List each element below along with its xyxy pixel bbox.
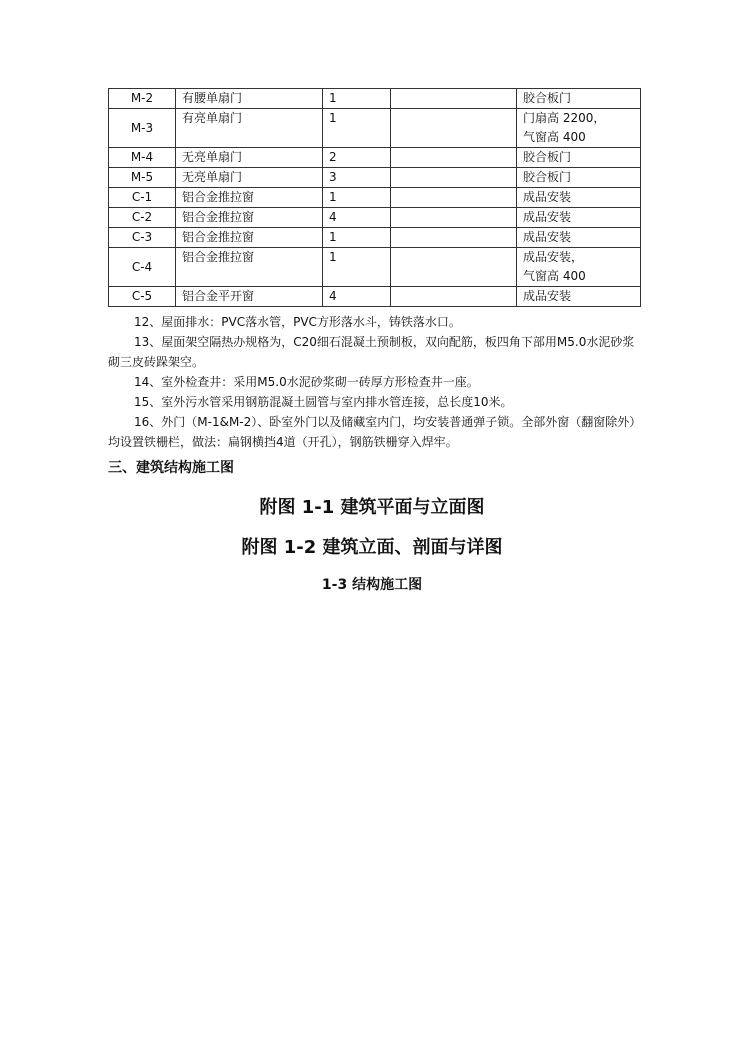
cell-code: M-2 [109, 89, 176, 109]
cell-qty: 4 [323, 208, 391, 228]
table-row [109, 248, 641, 287]
note-line: 成品安装 [523, 210, 572, 224]
cell-note [517, 208, 641, 228]
figure-title-1-1: 附图 1-1 建筑平面与立面图 [259, 497, 485, 518]
note-line: 胶合板门 [523, 91, 572, 105]
note-line: 气窗高 400 [523, 269, 586, 283]
cell-qty: 1 [323, 89, 391, 109]
cell-code: M-3 [109, 109, 176, 148]
cell-code: M-4 [109, 148, 176, 168]
cell-code: C-4 [109, 248, 176, 287]
cell-note [517, 89, 641, 109]
cell-name: 铝合金平开窗 [176, 287, 323, 307]
note-line: 门扇高 2200， [523, 111, 606, 125]
cell-qty: 3 [323, 168, 391, 188]
note-line: 成品安装 [523, 230, 572, 244]
paragraph-14: 14、室外检查井：采用M5.0水泥砂浆砌一砖厚方形检查井一座。 [134, 375, 479, 389]
note-line: 成品安装 [523, 190, 572, 204]
table-row [109, 208, 641, 228]
cell-qty: 1 [323, 228, 391, 248]
note-line: 胶合板门 [523, 150, 572, 164]
cell-name: 铝合金推拉窗 [176, 208, 323, 228]
figure-title-1-3: 1-3 结构施工图 [321, 577, 423, 593]
cell-note [517, 109, 641, 148]
note-line: 气窗高 400 [523, 130, 586, 144]
cell-note [517, 228, 641, 248]
cell-size [391, 168, 517, 188]
cell-code: C-5 [109, 287, 176, 307]
cell-size [391, 148, 517, 168]
cell-qty: 1 [323, 248, 391, 287]
section-heading: 三、建筑结构施工图 [108, 460, 234, 476]
cell-size [391, 188, 517, 208]
cell-size [391, 109, 517, 148]
cell-note [517, 248, 641, 287]
cell-qty: 2 [323, 148, 391, 168]
cell-note [517, 148, 641, 168]
cell-name: 有腰单扇门 [176, 89, 323, 109]
paragraph-13: 13、屋面架空隔热办规格为，C20细石混凝土预制板，双向配筋，板四角下部用M5.0水泥砂浆砌三皮砖跺架空。 [108, 335, 635, 369]
paragraph-12: 12、屋面排水：PVC落水管，PVC方形落水斗，铸铁落水口。 [134, 315, 461, 329]
note-line: 胶合板门 [523, 170, 572, 184]
cell-name: 无亮单扇门 [176, 148, 323, 168]
cell-name: 铝合金推拉窗 [176, 248, 323, 287]
cell-name: 铝合金推拉窗 [176, 228, 323, 248]
cell-size [391, 89, 517, 109]
cell-code: M-5 [109, 168, 176, 188]
cell-size [391, 208, 517, 228]
cell-note [517, 168, 641, 188]
cell-code: C-2 [109, 208, 176, 228]
cell-note [517, 188, 641, 208]
cell-qty: 1 [323, 188, 391, 208]
cell-name: 无亮单扇门 [176, 168, 323, 188]
cell-size [391, 287, 517, 307]
paragraph-16: 16、外门（M-1&M-2）、卧室外门以及储藏室内门，均安装普通弹子锁。全部外窗（翻窗除外）均设置铁栅栏，做法：扁钢横挡4道（开孔），钢筋铁栅穿入焊牢。 [108, 415, 636, 449]
cell-code: C-3 [109, 228, 176, 248]
cell-qty: 4 [323, 287, 391, 307]
paragraph-15: 15、室外污水管采用钢筋混凝土圆管与室内排水管连接，总长度10米。 [134, 395, 513, 409]
cell-code: C-1 [109, 188, 176, 208]
cell-name: 有亮单扇门 [176, 109, 323, 148]
cell-qty: 1 [323, 109, 391, 148]
cell-name: 铝合金推拉窗 [176, 188, 323, 208]
table-row [109, 188, 641, 208]
cell-note [517, 287, 641, 307]
note-line: 成品安装 [523, 289, 572, 303]
cell-size [391, 228, 517, 248]
table-row [109, 287, 641, 307]
door-window-table [108, 88, 641, 307]
figure-title-1-2: 附图 1-2 建筑立面、剖面与详图 [241, 537, 503, 558]
table-row [109, 148, 641, 168]
table-row [109, 228, 641, 248]
note-line: 成品安装， [523, 250, 584, 264]
table-row [109, 109, 641, 148]
cell-size [391, 248, 517, 287]
table-row [109, 168, 641, 188]
table-row [109, 89, 641, 109]
